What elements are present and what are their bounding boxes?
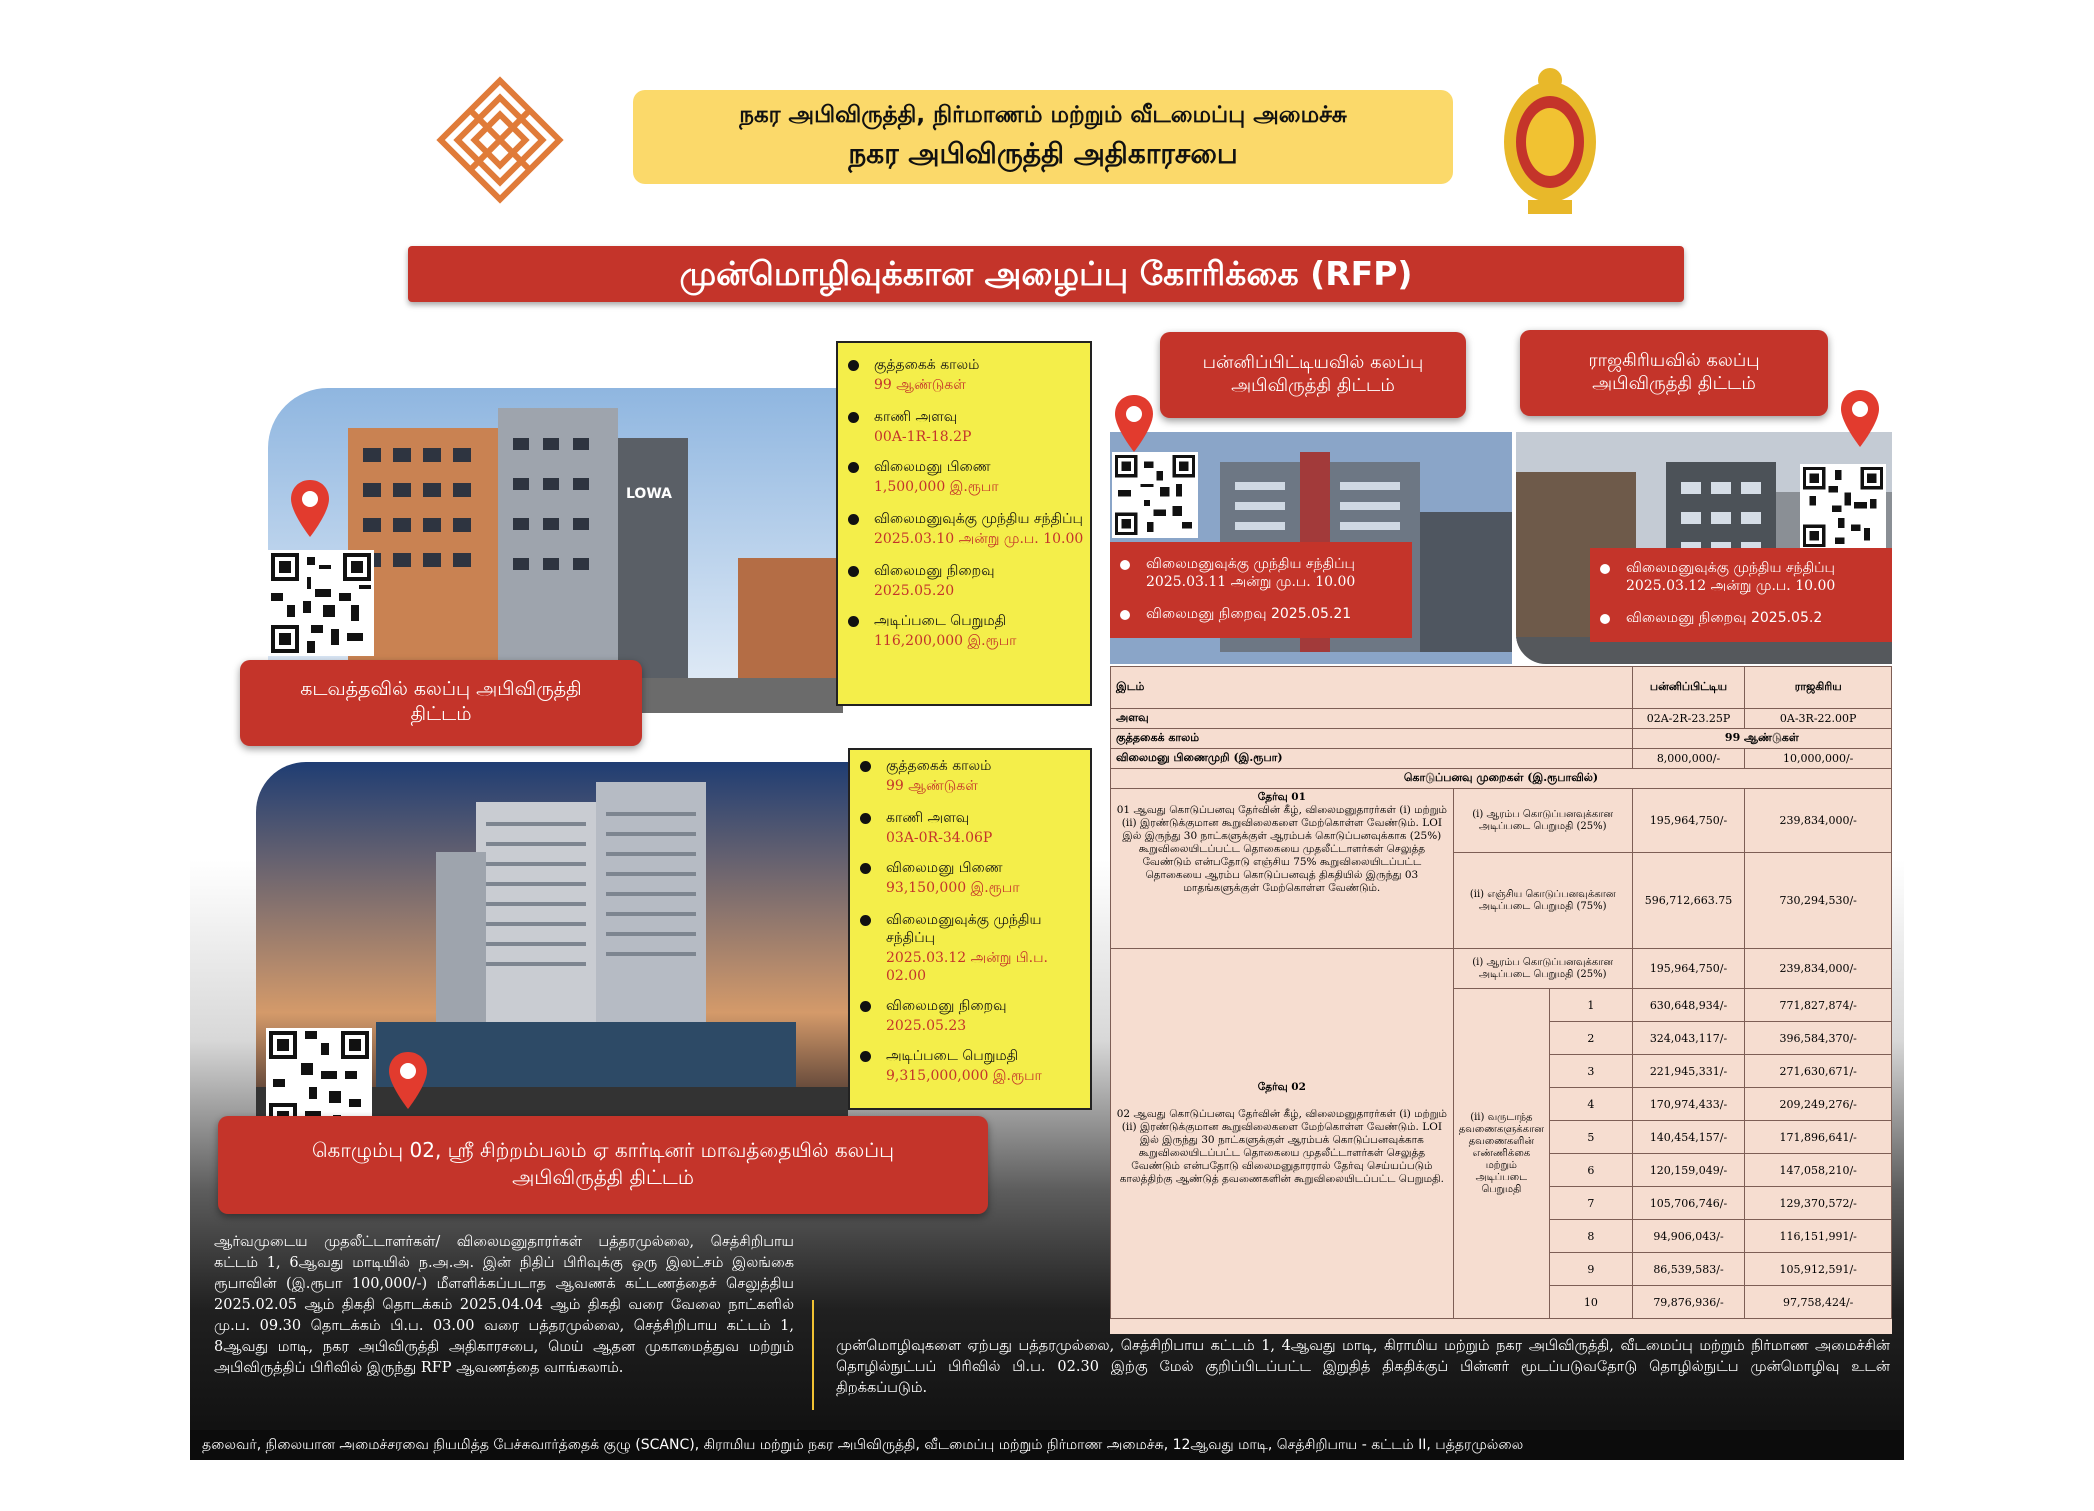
rajagiriya-project-label: ராஜகிரியவில் கலப்பு அபிவிருத்தி திட்டம் — [1520, 330, 1828, 416]
table-header-rajagiriya: ராஜகிரிய — [1745, 667, 1892, 709]
qr-code — [1800, 464, 1886, 550]
uda-knot-logo — [430, 70, 570, 210]
pannipitiya-info-box: விலைமனுவுக்கு முந்திய சந்திப்பு 2025.03.11 அன்று மு.ப. 10.00 விலைமனு நிறைவு 2025.05.21 — [1110, 542, 1412, 638]
text-divider — [812, 1300, 814, 1410]
location-pin-icon — [1838, 388, 1882, 450]
ministry-name: நகர அபிவிருத்தி, நிர்மாணம் மற்றும் வீடமைப்பு அமைச்சு — [739, 102, 1347, 128]
authority-name: நகர அபிவிருத்தி அதிகாரசபை — [848, 137, 1238, 170]
table-header-pannipitiya: பன்னிப்பிட்டிய — [1632, 667, 1745, 709]
rfp-title-bar: முன்மொழிவுக்கான அழைப்பு கோரிக்கை (RFP) — [408, 246, 1684, 302]
payment-table: இடம் பன்னிப்பிட்டிய ராஜகிரிய அளவு 02A-2R-23.25P 0A-3R-22.00P குத்தகைக் காலம் 99 ஆண்டுகள் விலைமனு பிணைமுறி (இ.ரூபா) 8,000,000/- 10,000,000/- கொடுப்பனவு முறைகள் (இ.ரூபாவில்) தேர்வு 01 01 ஆவது கொடுப்பனவு தேர்வின் கீழ், விலைமனுதாரர்கள் (i) மற்றும் (ii) இரண்டுக்குமான கூறுவிலைகளை மேற்கொள்ள வேண்டும். LOI இல் இருந்து 30 நாட்களுக்குள் ஆரம்பக் கொடுப்பனவுக்காக (25%) கூறுவிலையிடப்பட்ட தொகையை முதலீட்டாளர்கள் செலுத்த வேண்டும் என்பதோடு எஞ்சிய 75% கூறுவிலையிடப்பட்ட தொகையை ஆரம்ப கொடுப்பனவுத் திகதியில் இருந்து 03 மாதங்களுக்குள் மேற்கொள்ள வேண்டும். (i) ஆரம்ப கொடுப்பனவுக்கான அடிப்படை பெறுமதி (25%) 195,964,750/- 239,834,000/- (ii) எஞ்சிய கொடுப்பனவுக்கான அடிப்படை பெறுமதி (75%) 596,712,663.75 730,294,530/- தேர்வு 02 02 ஆவது கொடுப்பனவு தேர்வின் கீழ், விலைமனுதாரர்கள் (i) மற்றும் (ii) இரண்டுக்குமான கூறுவிலைகளை மேற்கொள்ள வேண்டும். LOI இல் இருந்து 30 நாட்களுக்குள் ஆரம்பக் கொடுப்பனவுக்காக கூறுவிலையிடப்பட்ட தொகையை முதலீட்டாளர்கள் செலுத்த வேண்டும் என்பதோடு விலைமனுதாரரால் தேர்வு செய்யப்படும் காலத்திற்கு ஆண்டுத் தவணைகளின் கூறுவிலையிடப்பட்ட பெறுமதி. (i) ஆரம்ப கொடுப்பனவுக்கான அடிப்படை பெறுமதி (25%) 195,964,750/- 239,834,000/- (ii) வருடாந்த தவணைகளுக்கான தவணைகளின் எண்ணிக்கை மற்றும் அடிப்படை பெறுமதி 1 630,648,934/- 771,827,874/- 2 324,043,117/- 396,584,370/- 3 221,945,331/- 271,630,671/- 4 170,974,433/- 209,249,276/- 5 140,454,157/- 171,896,641/- 6 120,159,049/- 147,058,210/- 7 105,706,746/- 129,370,572/- 8 94,906,043/- 116,151,991/- 9 86,539,583/- 105,912,591/- 10 79,876,936/- 97,758,424/- — [1110, 666, 1892, 1334]
header-title-box — [633, 90, 1453, 184]
rajagiriya-info-box: விலைமனுவுக்கு முந்திய சந்திப்பு 2025.03.12 அன்று மு.ப. 10.00 விலைமனு நிறைவு 2025.05.2 — [1590, 548, 1892, 642]
colombo-project-label: கொழும்பு 02, ஸ்ரீ சிற்றம்பலம் ஏ கார்டினர் மாவத்தையில் கலப்பு அபிவிருத்தி திட்டம் — [218, 1116, 988, 1214]
colombo-details-box: குத்தகைக் காலம் 99 ஆண்டுகள் காணி அளவு 03A-0R-34.06P விலைமனு பிணை 93,150,000 இ.ரூபா விலைமனுவுக்கு முந்திய சந்திப்பு 2025.03.12 அன்று பி.ப. 02.00 விலைமனு நிறைவு 2025.05.23 அடிப்படை பெறுமதி 9,315,000,000 இ.ரூபா — [848, 748, 1092, 1110]
pannipitiya-project-label: பன்னிப்பிட்டியவில் கலப்பு அபிவிருத்தி திட்டம் — [1160, 332, 1466, 418]
location-pin-icon — [1112, 393, 1156, 455]
proposal-submission-text: முன்மொழிவுகளை ஏற்பது பத்தரமுல்லை, செத்சிறிபாய கட்டம் 1, 4ஆவது மாடி, கிராமிய மற்றும் நகர அபிவிருத்தி, வீடமைப்பு மற்றும் நிர்மாண அமைச்சின் தொழில்நுட்பப் பிரிவில் பி.ப. 02.30 இற்கு மேல் குறிப்பிடப்பட்ட இறுதித் திகதிக்குப் பின்னர் மூடப்படுவதோடு தொழில்நுட்ப முன்மொழிவு உடன் திறக்கப்படும். — [836, 1338, 1890, 1396]
qr-code — [1112, 452, 1198, 538]
qr-code — [268, 550, 374, 656]
photo-sign: LOWA — [626, 486, 672, 502]
table-header-place: இடம் — [1111, 667, 1633, 709]
footer-address: தலைவர், நிலையான அமைச்சரவை நியமித்த பேச்சுவார்த்தைக் குழு (SCANC), கிராமிய மற்றும் நகர அபிவிருத்தி, வீடமைப்பு மற்றும் நிர்மாண அமைச்சு, 12ஆவது மாடி, செத்சிறிபாய - கட்டம் II, பத்தரமுல்லை — [190, 1430, 1904, 1460]
location-pin-icon — [386, 1050, 430, 1112]
national-emblem — [1500, 60, 1600, 220]
kadawatha-project-label: கடவத்தவில் கலப்பு அபிவிருத்தி திட்டம் — [240, 660, 642, 746]
document-purchase-text: ஆர்வமுடைய முதலீட்டாளர்கள்/ விலைமனுதாரர்கள் பத்தரமுல்லை, செத்சிறிபாய கட்டம் 1, 6ஆவது மாடியில் ந.அ.அ. இன் நிதிப் பிரிவுக்கு ஒரு இலட்சம் இலங்கை ரூபாவின் (இ.ரூபா 100,000/-) மீளளிக்கப்படாத ஆவணக் கட்டணத்தைச் செலுத்திய 2025.02.05 ஆம் திகதி தொடக்கம் 2025.04.04 ஆம் திகதி வரை வேலை நாட்களில் மு.ப. 09.30 தொடக்கம் பி.ப. 03.00 வரை பத்தரமுல்லை, செத்சிறிபாய கட்டம் 1, 8ஆவது மாடி, நகர அபிவிருத்தி அதிகாரசபை, மெய் ஆதன முகாமைத்துவ மற்றும் அபிவிருத்திப் பிரிவில் இருந்து RFP ஆவணத்தை வாங்கலாம். — [214, 1234, 794, 1376]
kadawatha-details-box: குத்தகைக் காலம் 99 ஆண்டுகள் காணி அளவு 00A-1R-18.2P விலைமனு பிணை 1,500,000 இ.ரூபா விலைமனுவுக்கு முந்திய சந்திப்பு 2025.03.10 அன்று மு.ப. 10.00 விலைமனு நிறைவு 2025.05.20 அடிப்படை பெறுமதி 116,200,000 இ.ரூபா — [836, 341, 1092, 706]
location-pin-icon — [288, 478, 332, 540]
